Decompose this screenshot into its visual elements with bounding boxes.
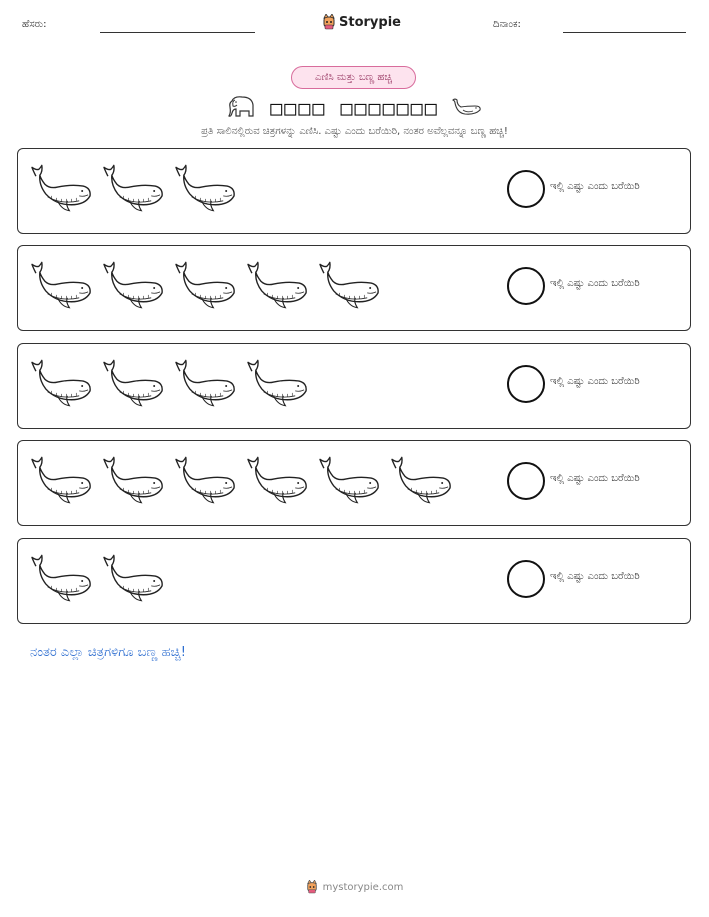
whale-icon xyxy=(102,260,165,312)
whale-group xyxy=(30,358,309,410)
name-write-line[interactable] xyxy=(100,32,255,33)
whale-icon xyxy=(102,455,165,507)
whale-icon xyxy=(30,358,93,410)
whale-icon xyxy=(174,163,237,215)
count-row xyxy=(17,148,691,234)
brand-logo xyxy=(322,14,401,30)
site-url[interactable]: mystorypie.com xyxy=(322,881,404,893)
answer-label: ಇಲ್ಲಿ ಎಷ್ಟು ಎಂದು ಬರೆಯಿರಿ xyxy=(550,473,640,484)
fox-mascot-icon xyxy=(322,14,336,30)
whale-group xyxy=(30,260,381,312)
answer-circle[interactable] xyxy=(507,560,545,598)
whale-icon xyxy=(390,455,453,507)
whale-icon xyxy=(318,455,381,507)
whale-icon xyxy=(30,260,93,312)
site-footer xyxy=(0,880,709,894)
whale-icon xyxy=(246,358,309,410)
whale-icon xyxy=(102,358,165,410)
page-title: □□□□ □□□□□□□ xyxy=(270,96,439,120)
instructions-text: ಪ್ರತಿ ಸಾಲಿನಲ್ಲಿರುವ ಚಿತ್ರಗಳನ್ನು ಎಣಿಸಿ. ಎಷ್ಟು ಎಂದು ಬರೆಯಿರಿ, ನಂತರ ಅವೆಲ್ಲವನ್ನೂ ಬಣ್ಣ ಹಚ್ಚಿ! xyxy=(201,126,508,137)
count-row xyxy=(17,538,691,624)
whale-icon xyxy=(102,553,165,605)
whale-icon xyxy=(30,163,93,215)
answer-label: ಇಲ್ಲಿ ಎಷ್ಟು ಎಂದು ಬರೆಯಿರಿ xyxy=(550,278,640,289)
answer-label: ಇಲ್ಲಿ ಎಷ್ಟು ಎಂದು ಬರೆಯಿರಿ xyxy=(550,376,640,387)
whale-group xyxy=(30,553,165,605)
activity-badge: ಎಣಿಸಿ ಮತ್ತು ಬಣ್ಣ ಹಚ್ಚಿ xyxy=(291,66,416,89)
whale-icon xyxy=(318,260,381,312)
whale-icon xyxy=(30,553,93,605)
brand-name: Storypie xyxy=(339,14,401,30)
name-label: ಹೆಸರು: xyxy=(22,19,47,30)
whale-icon xyxy=(102,163,165,215)
title-row xyxy=(0,94,709,122)
whale-icon xyxy=(246,455,309,507)
elephant-icon xyxy=(226,95,258,121)
whale-icon xyxy=(174,455,237,507)
count-row xyxy=(17,440,691,526)
footer-note: ನಂತರ ಎಲ್ಲಾ ಚಿತ್ರಗಳಿಗೂ ಬಣ್ಣ ಹಚ್ಚಿ! xyxy=(30,645,186,660)
answer-label: ಇಲ್ಲಿ ಎಷ್ಟು ಎಂದು ಬರೆಯಿರಿ xyxy=(550,181,640,192)
answer-label: ಇಲ್ಲಿ ಎಷ್ಟು ಎಂದು ಬರೆಯಿರಿ xyxy=(550,571,640,582)
whale-icon xyxy=(174,358,237,410)
count-row xyxy=(17,245,691,331)
answer-circle[interactable] xyxy=(507,267,545,305)
whale-icon xyxy=(451,97,483,119)
whale-icon xyxy=(30,455,93,507)
whale-group xyxy=(30,455,453,507)
whale-icon xyxy=(246,260,309,312)
count-row xyxy=(17,343,691,429)
date-write-line[interactable] xyxy=(563,32,686,33)
date-label: ದಿನಾಂಕ: xyxy=(493,19,521,30)
answer-circle[interactable] xyxy=(507,170,545,208)
fox-mascot-icon xyxy=(306,880,318,894)
whale-group xyxy=(30,163,237,215)
whale-icon xyxy=(174,260,237,312)
answer-circle[interactable] xyxy=(507,365,545,403)
answer-circle[interactable] xyxy=(507,462,545,500)
